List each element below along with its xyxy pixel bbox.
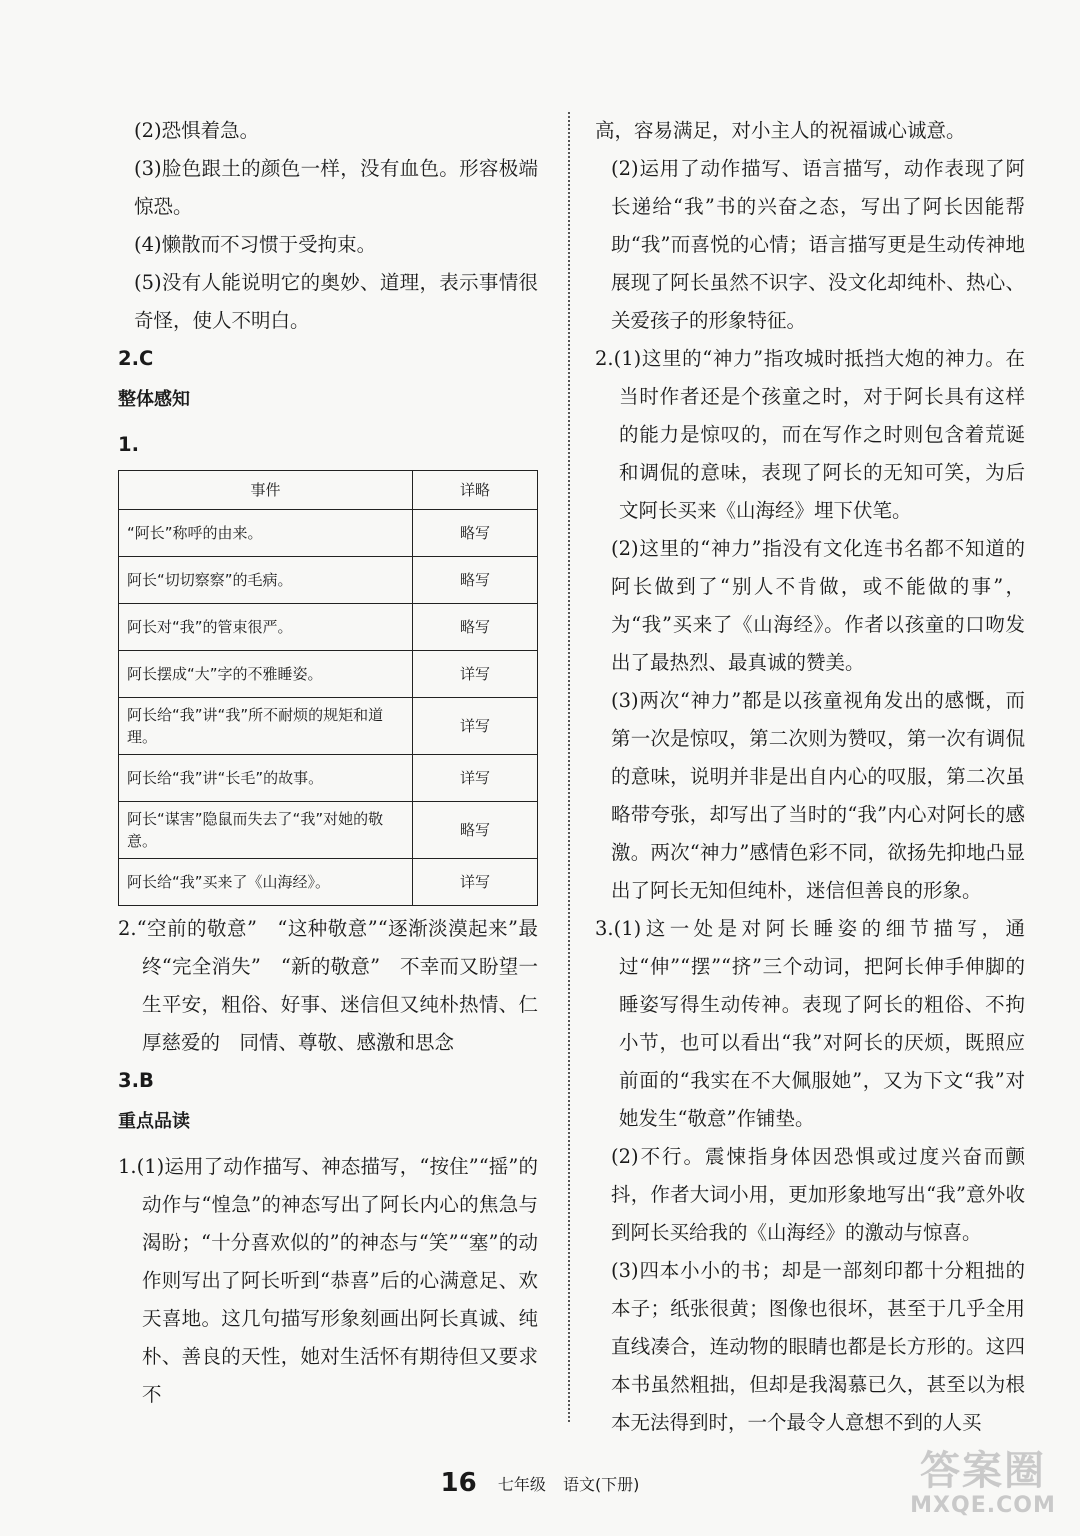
header-event: 事件 (119, 471, 413, 510)
answer-2-3: (3)两次“神力”都是以孩童视角发出的感慨，而第一次是惊叹，第二次则为赞叹，第一次有调侃的意味，说明并非是出自内心的叹服，第二次虽略带夸张，却写出了当时的“我”内心对阿长的感激。两次“神力”感情色彩不同，欲扬先抑地凸显出了阿长无知但纯朴，迷信但善良的形象。 (611, 689, 1025, 902)
answer-2-quotes: 2.“空前的敬意” “这种敬意”“逐渐淡漠起来”最终“完全消失” “新的敬意” 不幸而又盼望一生平安，粗俗、好事、迷信但又纯朴热情、仁厚慈爱的 同情、尊敬、感激和思念 (118, 917, 538, 1054)
answer-1-1: 1.(1)运用了动作描写、神态描写，“按住”“摇”的动作与“惶急”的神态写出了阿长内心的焦急与渴盼；“十分喜欢似的”的神态与“笑”“塞”的动作则写出了阿长听到“恭喜”后的心满意足、欢天喜地。这几句描写形象刻画出阿长真诚、纯朴、善良的天性，她对生活怀有期待但又要求不 (118, 1155, 538, 1406)
table-row (119, 698, 538, 755)
answer-3b: 3.B (118, 1069, 154, 1092)
detail-cell: 略写 (413, 557, 538, 604)
events-table (118, 470, 538, 906)
table-row (119, 604, 538, 651)
detail-cell: 详写 (413, 698, 538, 755)
answer-2c: 2.C (118, 347, 154, 370)
event-cell: 阿长“谋害”隐鼠而失去了“我”对她的敬意。 (119, 802, 413, 859)
answer-3-3: (3)四本小小的书；却是一部刻印都十分粗拙的本子；纸张很黄；图像也很坏，甚至于几乎全用直线凑合，连动物的眼睛也都是长方形的。这四本书虽然粗拙，但却是我渴慕已久，甚至以为根本无法得到时，一个最令人意想不到的人买 (611, 1259, 1025, 1434)
left-column (118, 112, 538, 1414)
detail-cell: 详写 (413, 755, 538, 802)
table-row (119, 859, 538, 906)
answer-1-2: (2)运用了动作描写、语言描写，动作表现了阿长递给“我”书的兴奋之态，写出了阿长因能帮助“我”而喜悦的心情；语言描写更是生动传神地展现了阿长虽然不识字、没文化却纯朴、热心、关爱孩子的形象特征。 (611, 157, 1025, 332)
detail-cell: 略写 (413, 802, 538, 859)
subject-label: 语文(下册) (562, 1474, 640, 1494)
column-divider (568, 112, 570, 1422)
grade-label: 七年级 (497, 1474, 546, 1494)
event-cell: “阿长”称呼的由来。 (119, 510, 413, 557)
event-cell: 阿长给“我”讲“我”所不耐烦的规矩和道理。 (119, 698, 413, 755)
table-row (119, 755, 538, 802)
detail-cell: 略写 (413, 604, 538, 651)
page-number: 16 (440, 1468, 477, 1498)
watermark-logo (898, 1448, 1068, 1528)
answer-2-2: (2)这里的“神力”指没有文化连书名都不知道的阿长做到了“别人不肯做，或不能做的事”，为“我”买来了《山海经》。作者以孩童的口吻发出了最热烈、最真诚的赞美。 (611, 537, 1025, 674)
answer-2-1: 2.(1)这里的“神力”指攻城时抵挡大炮的神力。在当时作者还是个孩童之时，对于阿长具有这样的能力是惊叹的，而在写作之时则包含着荒诞和调侃的意味，表现了阿长的无知可笑，为后文阿长买来《山海经》埋下伏笔。 (595, 347, 1025, 522)
event-cell: 阿长对“我”的管束很严。 (119, 604, 413, 651)
table-row (119, 802, 538, 859)
section-heading-overall: 整体感知 (118, 389, 190, 410)
continuation-text: 高，容易满足，对小主人的祝福诚心诚意。 (595, 119, 966, 142)
detail-cell: 详写 (413, 859, 538, 906)
event-cell: 阿长摆成“大”字的不雅睡姿。 (119, 651, 413, 698)
watermark-text: 答案圈 (920, 1448, 1046, 1494)
header-detail: 详略 (413, 471, 538, 510)
detail-cell: 略写 (413, 510, 538, 557)
section-heading-key-reading: 重点品读 (118, 1111, 190, 1132)
definition-5: (5)没有人能说明它的奥妙、道理，表示事情很奇怪，使人不明白。 (134, 271, 538, 332)
event-cell: 阿长“切切察察”的毛病。 (119, 557, 413, 604)
definition-2: (2)恐惧着急。 (134, 119, 260, 142)
question-1-label: 1. (118, 433, 139, 456)
detail-cell: 详写 (413, 651, 538, 698)
right-column (595, 112, 1025, 1442)
event-cell: 阿长给“我”讲“长毛”的故事。 (119, 755, 413, 802)
table-row (119, 651, 538, 698)
watermark-url: MXQE.COM (910, 1493, 1056, 1518)
table-row (119, 510, 538, 557)
definition-3: (3)脸色跟土的颜色一样，没有血色。形容极端惊恐。 (134, 157, 538, 218)
answer-3-2: (2)不行。震悚指身体因恐惧或过度兴奋而颤抖，作者大词小用，更加形象地写出“我”意外收到阿长买给我的《山海经》的激动与惊喜。 (611, 1145, 1025, 1244)
definition-4: (4)懒散而不习惯于受拘束。 (134, 233, 377, 256)
event-cell: 阿长给“我”买来了《山海经》。 (119, 859, 413, 906)
table-header-row (119, 471, 538, 510)
table-row (119, 557, 538, 604)
answer-3-1: 3.(1)这一处是对阿长睡姿的细节描写，通过“伸”“摆”“挤”三个动词，把阿长伸手伸脚的睡姿写得生动传神。表现了阿长的粗俗、不拘小节，也可以看出“我”对阿长的厌烦，既照应前面的“我实在不大佩服她”，又为下文“我”对她发生“敬意”作铺垫。 (595, 917, 1025, 1130)
